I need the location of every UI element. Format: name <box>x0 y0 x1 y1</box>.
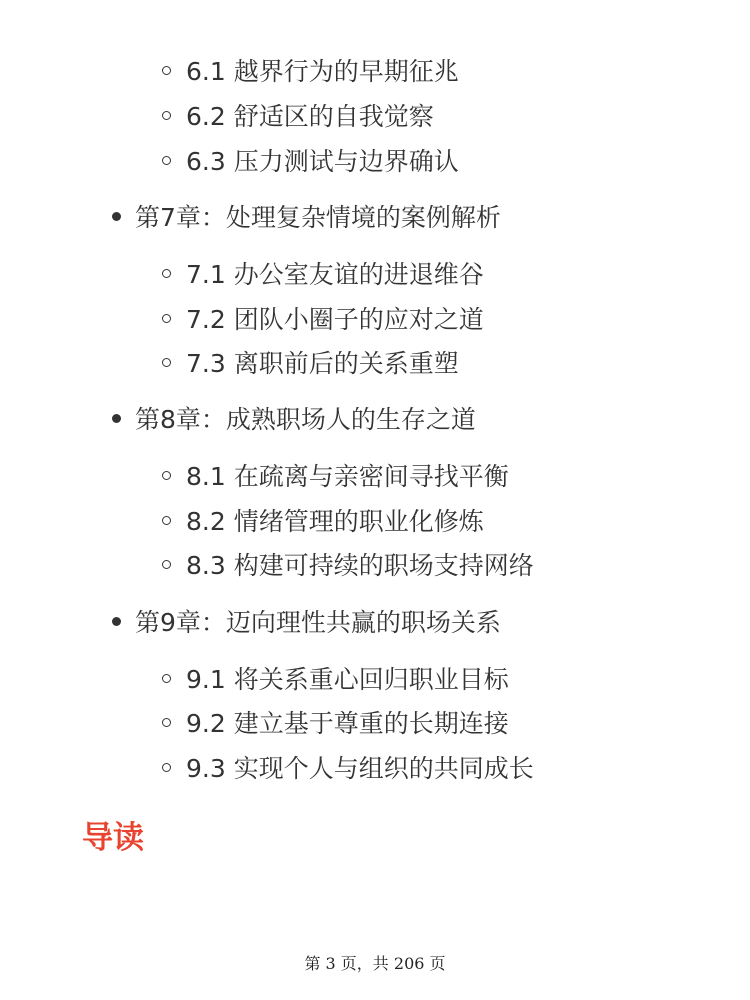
hollow-bullet-icon <box>162 560 171 569</box>
hollow-bullet-icon <box>162 718 171 727</box>
toc-section-label: 6.2 舒适区的自我觉察 <box>186 102 434 131</box>
toc-section-6-3[interactable] <box>162 143 459 177</box>
toc-chapter-title: 第7章：处理复杂情境的案例解析 <box>135 203 501 232</box>
toc-section-7-2[interactable] <box>162 301 484 335</box>
hollow-bullet-icon <box>162 314 171 323</box>
hollow-bullet-icon <box>162 156 171 165</box>
toc-section-6-2[interactable] <box>162 98 434 132</box>
toc-section-9-1[interactable] <box>162 661 509 695</box>
toc-section-label: 6.1 越界行为的早期征兆 <box>186 57 459 86</box>
toc-section-8-1[interactable] <box>162 458 509 492</box>
hollow-bullet-icon <box>162 111 171 120</box>
toc-section-label: 8.2 情绪管理的职业化修炼 <box>186 507 484 536</box>
hollow-bullet-icon <box>162 269 171 278</box>
toc-chapter-title: 第8章：成熟职场人的生存之道 <box>135 405 476 434</box>
toc-section-7-1[interactable] <box>162 256 484 290</box>
toc-section-9-3[interactable] <box>162 750 534 784</box>
toc-section-6-1[interactable] <box>162 53 459 87</box>
toc-section-7-3[interactable] <box>162 345 459 379</box>
toc-section-label: 9.2 建立基于尊重的长期连接 <box>186 709 509 738</box>
toc-section-label: 9.1 将关系重心回归职业目标 <box>186 665 509 694</box>
toc-chapter-7[interactable] <box>112 198 501 234</box>
hollow-bullet-icon <box>162 763 171 772</box>
toc-section-label: 9.3 实现个人与组织的共同成长 <box>186 754 534 783</box>
filled-bullet-icon <box>112 212 121 221</box>
hollow-bullet-icon <box>162 358 171 367</box>
toc-section-9-2[interactable] <box>162 705 509 739</box>
toc-section-label: 6.3 压力测试与边界确认 <box>186 147 459 176</box>
section-heading-introduction: 导读 <box>82 820 144 856</box>
page-number-footer: 第 3 页，共 206 页 <box>304 954 446 973</box>
toc-chapter-8[interactable] <box>112 400 476 436</box>
toc-section-8-3[interactable] <box>162 547 534 581</box>
toc-section-label: 7.3 离职前后的关系重塑 <box>186 349 459 378</box>
toc-section-label: 7.2 团队小圈子的应对之道 <box>186 305 484 334</box>
hollow-bullet-icon <box>162 471 171 480</box>
filled-bullet-icon <box>112 617 121 626</box>
hollow-bullet-icon <box>162 516 171 525</box>
toc-section-label: 8.1 在疏离与亲密间寻找平衡 <box>186 462 509 491</box>
toc-section-label: 7.1 办公室友谊的进退维谷 <box>186 260 484 289</box>
toc-section-8-2[interactable] <box>162 503 484 537</box>
hollow-bullet-icon <box>162 66 171 75</box>
toc-chapter-9[interactable] <box>112 603 501 639</box>
toc-chapter-title: 第9章：迈向理性共赢的职场关系 <box>135 608 501 637</box>
filled-bullet-icon <box>112 414 121 423</box>
toc-section-label: 8.3 构建可持续的职场支持网络 <box>186 551 534 580</box>
hollow-bullet-icon <box>162 674 171 683</box>
